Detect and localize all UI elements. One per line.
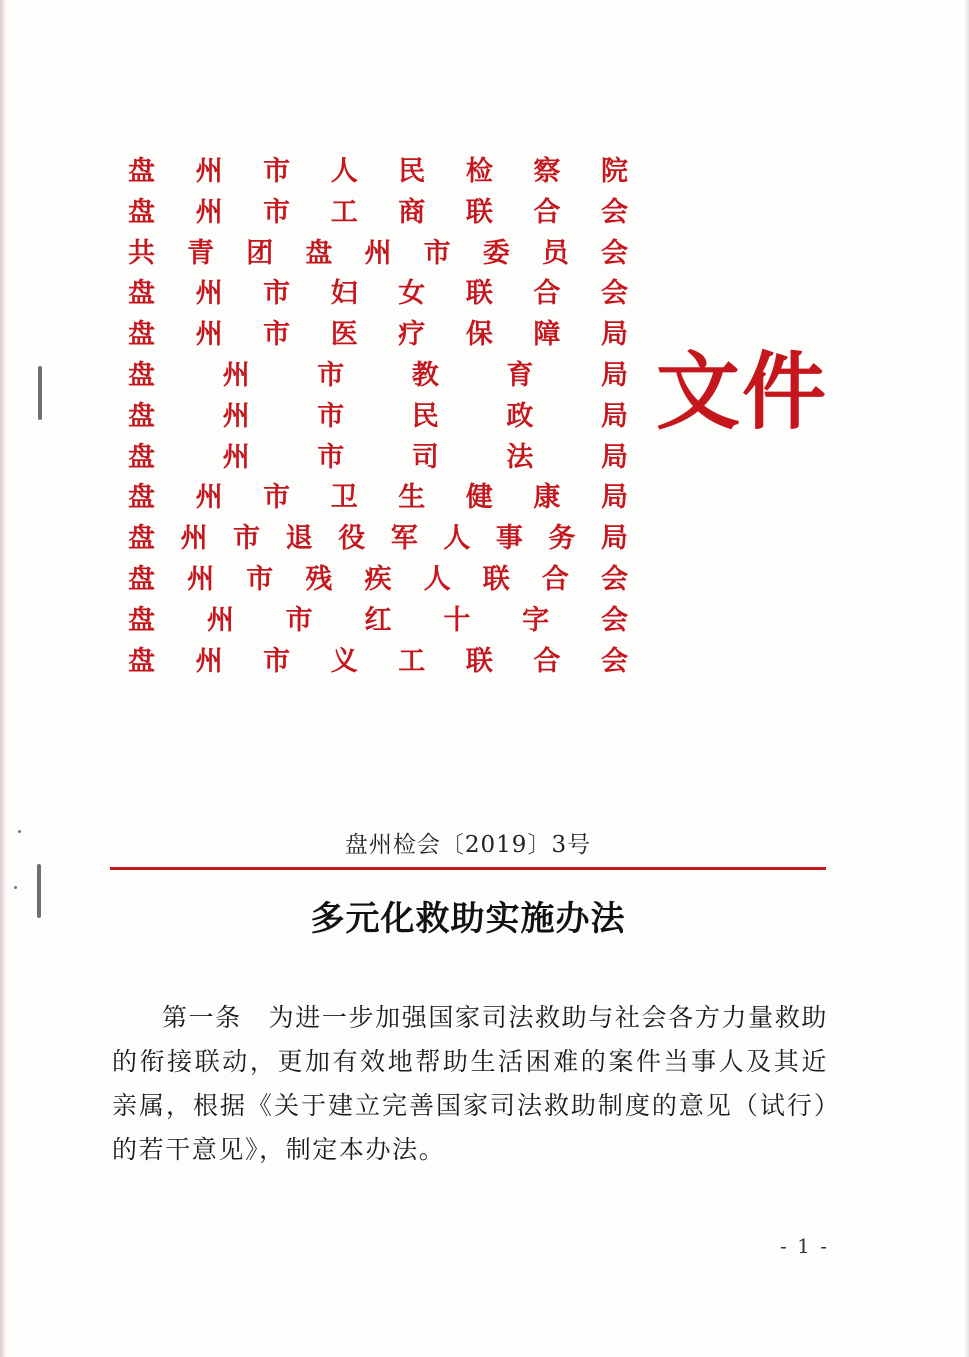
agency-name-character: 健 <box>465 482 493 514</box>
agency-name-character: 局 <box>600 319 628 351</box>
agency-name-character: 市 <box>285 604 313 636</box>
agency-name-character: 司 <box>411 441 439 473</box>
agency-name-character: 盘 <box>128 441 155 473</box>
agency-name-character: 联 <box>465 196 493 228</box>
page-edge-shadow <box>0 0 6 1357</box>
agency-name-character: 市 <box>263 278 291 310</box>
agency-name-character: 会 <box>601 237 628 269</box>
agency-name-character: 市 <box>317 359 345 391</box>
issuing-agency-name <box>128 478 628 519</box>
agency-name-character: 合 <box>541 563 569 595</box>
agency-name-character: 盘 <box>128 563 155 595</box>
issuing-agency-name <box>128 397 628 438</box>
agency-name-character: 女 <box>398 278 426 310</box>
agency-name-character: 残 <box>305 563 333 595</box>
red-separator-line <box>110 867 826 870</box>
agency-name-character: 合 <box>533 196 561 228</box>
agency-name-character: 盘 <box>128 156 155 187</box>
agency-name-character: 事 <box>495 523 523 555</box>
agency-name-character: 军 <box>390 523 418 555</box>
agency-name-character: 局 <box>600 482 628 514</box>
scan-speck <box>14 886 17 889</box>
page-edge-shadow <box>964 0 969 1357</box>
agency-name-character: 州 <box>195 482 223 514</box>
agency-name-character: 州 <box>364 237 392 269</box>
agency-name-character: 妇 <box>330 278 358 310</box>
issuing-agency-name <box>128 315 628 356</box>
issuing-agency-name <box>128 438 628 479</box>
agency-name-character: 联 <box>482 563 510 595</box>
agency-name-character: 州 <box>195 156 223 187</box>
agency-name-character: 联 <box>465 645 493 677</box>
agency-name-character: 人 <box>443 523 471 555</box>
article-one-paragraph: 第一条 为进一步加强国家司法救助与社会各方力量救助的衔接联动，更加有效地帮助生活困难的案件当事人及其近亲属，根据《关于建立完善国家司法救助制度的意见（试行）的若干意见》，制定本办法。 <box>112 1003 828 1164</box>
agency-name-character: 退 <box>285 523 313 555</box>
agency-name-character: 州 <box>206 604 234 636</box>
issuing-agency-name <box>128 152 628 193</box>
agency-name-character: 会 <box>600 645 628 677</box>
agency-name-character: 盘 <box>128 645 155 677</box>
agency-name-character: 州 <box>195 196 223 228</box>
agency-name-character: 保 <box>465 319 493 351</box>
document-number: 盘州检会〔2019〕3号 <box>344 832 592 858</box>
issuing-agency-name <box>128 601 628 642</box>
agency-name-character: 会 <box>601 563 628 595</box>
agency-name-character: 市 <box>317 400 345 432</box>
agency-name-character: 局 <box>600 441 628 473</box>
document-header-word: 文件 <box>656 342 829 441</box>
agency-name-character: 市 <box>263 319 291 351</box>
agency-name-character: 州 <box>222 400 250 432</box>
agency-name-character: 务 <box>548 523 576 555</box>
agency-name-character: 育 <box>506 359 534 391</box>
agency-name-character: 团 <box>246 237 274 269</box>
agency-name-character: 法 <box>506 441 534 473</box>
agency-name-character: 义 <box>330 645 358 677</box>
agency-name-character: 州 <box>195 278 223 310</box>
agency-name-character: 役 <box>338 523 366 555</box>
agency-name-character: 红 <box>364 604 392 636</box>
agency-name-character: 障 <box>533 319 561 351</box>
agency-name-character: 市 <box>263 645 291 677</box>
agency-name-character: 市 <box>246 563 274 595</box>
agency-name-character: 疗 <box>398 319 426 351</box>
agency-name-character: 教 <box>411 359 439 391</box>
agency-name-character: 局 <box>600 400 628 432</box>
binding-staple <box>38 366 42 420</box>
scan-speck <box>18 830 21 833</box>
agency-name-character: 人 <box>330 156 358 187</box>
agency-name-character: 市 <box>233 523 261 555</box>
agency-name-character: 盘 <box>128 278 155 310</box>
agency-name-character: 疾 <box>364 563 392 595</box>
agency-name-character: 医 <box>330 319 358 351</box>
issuing-agency-name <box>128 193 628 234</box>
issuing-agency-name <box>128 234 628 275</box>
agency-name-character: 生 <box>398 482 426 514</box>
issuing-agencies-list <box>128 152 628 682</box>
agency-name-character: 政 <box>506 400 534 432</box>
agency-name-character: 州 <box>195 319 223 351</box>
agency-name-character: 州 <box>187 563 215 595</box>
agency-name-character: 盘 <box>128 604 155 636</box>
page-number: - 1 - <box>780 1234 829 1258</box>
agency-name-character: 联 <box>465 278 493 310</box>
agency-name-character: 员 <box>541 237 569 269</box>
agency-name-character: 委 <box>482 237 510 269</box>
agency-name-character: 共 <box>128 237 155 269</box>
issuing-agency-name <box>128 642 628 683</box>
issuing-agency-name <box>128 519 628 560</box>
agency-name-character: 盘 <box>128 359 155 391</box>
agency-name-character: 工 <box>398 645 426 677</box>
agency-name-character: 市 <box>263 196 291 228</box>
agency-name-character: 十 <box>443 604 471 636</box>
agency-name-character: 州 <box>222 441 250 473</box>
agency-name-character: 市 <box>423 237 451 269</box>
agency-name-character: 察 <box>533 156 561 187</box>
agency-name-character: 局 <box>600 523 628 555</box>
agency-name-character: 市 <box>317 441 345 473</box>
agency-name-character: 康 <box>533 482 561 514</box>
agency-name-character: 合 <box>533 278 561 310</box>
agency-name-character: 盘 <box>128 319 155 351</box>
agency-name-character: 局 <box>600 359 628 391</box>
issuing-agency-name <box>128 356 628 397</box>
agency-name-character: 民 <box>411 400 439 432</box>
agency-name-character: 会 <box>600 604 628 636</box>
agency-name-character: 州 <box>222 359 250 391</box>
agency-name-character: 民 <box>398 156 426 187</box>
agency-name-character: 会 <box>600 278 628 310</box>
agency-name-character: 会 <box>600 196 628 228</box>
issuing-agency-name <box>128 560 628 601</box>
agency-name-character: 人 <box>423 563 451 595</box>
issuing-agency-name <box>128 274 628 315</box>
agency-name-character: 盘 <box>128 196 155 228</box>
agency-name-character: 字 <box>522 604 550 636</box>
binding-staple <box>37 864 41 918</box>
agency-name-character: 州 <box>180 523 208 555</box>
agency-name-character: 院 <box>600 156 628 187</box>
document-title: 多元化救助实施办法 <box>310 899 626 939</box>
agency-name-character: 盘 <box>128 400 155 432</box>
agency-name-character: 合 <box>533 645 561 677</box>
agency-name-character: 检 <box>465 156 493 187</box>
agency-name-character: 盘 <box>128 523 155 555</box>
agency-name-character: 州 <box>195 645 223 677</box>
agency-name-character: 市 <box>263 156 291 187</box>
agency-name-character: 青 <box>187 237 215 269</box>
agency-name-character: 商 <box>398 196 426 228</box>
agency-name-character: 工 <box>330 196 358 228</box>
agency-name-character: 卫 <box>330 482 358 514</box>
agency-name-character: 盘 <box>128 482 155 514</box>
agency-name-character: 市 <box>263 482 291 514</box>
agency-name-character: 盘 <box>305 237 333 269</box>
